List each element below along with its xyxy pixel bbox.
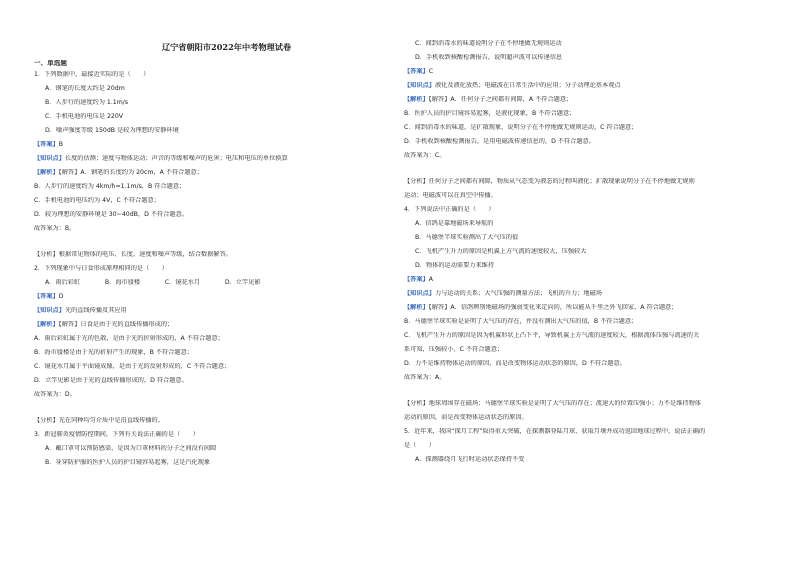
line-text: 3．新冠肺炎疫情防控期间，下列有关说法正确的是（ ）	[34, 431, 199, 438]
text-line	[404, 178, 769, 192]
line-text: B．身穿防护服的医护人员的护目镜容易起雾，这是汽化现象	[45, 459, 211, 466]
answer-tag: 【知识点】	[404, 82, 435, 89]
line-text: 故答案为：C。	[404, 152, 446, 159]
line-text: B	[58, 141, 63, 148]
line-text: D．噪声强度等级 150dB 是较为理想的安静环境	[45, 127, 179, 134]
line-text: B．马德堡半球实验是证明了大气压的存在，并没有测出大气压的值，B 不符合题意；	[404, 318, 638, 325]
text-line	[404, 192, 769, 206]
line-text: 【分析】根据常见物体的电压、长度、速度和噪声等级，结合数据解答。	[34, 251, 232, 258]
answer-tag: 【解析】	[404, 304, 429, 311]
line-text: D．手机收到核酸检测报告，说明超声波可以传递信息	[415, 54, 563, 61]
line-text: A	[428, 276, 433, 283]
text-line	[404, 110, 769, 124]
line-text: 故答案为：D。	[34, 391, 76, 398]
text-line	[404, 332, 769, 346]
left-column	[34, 43, 399, 473]
left-lines	[34, 71, 399, 473]
text-line	[404, 360, 769, 374]
text-line	[34, 293, 399, 307]
text-line	[404, 290, 769, 304]
text-line	[404, 276, 769, 290]
line-text: D	[58, 293, 64, 300]
line-text: D．手机收到核酸检测报告，是用电磁波传递信息的，D 不符合题意。	[404, 138, 595, 145]
text-line	[34, 169, 399, 183]
text-line	[34, 445, 399, 459]
line-text: 4．下列说法中正确的是（ ）	[404, 206, 495, 213]
text-line	[404, 374, 769, 388]
line-text: 【解答】A．任何分子之间都有间隙，A 不符合题意；	[428, 96, 573, 103]
section-heading: 一、单选题	[34, 60, 67, 67]
text-line	[34, 113, 399, 127]
line-text: D．力不是维持物体运动的原因，而是改变物体运动状态的原因，D 不符合题意。	[404, 360, 626, 367]
answer-tag: 【答案】	[34, 293, 59, 300]
text-line	[34, 363, 399, 377]
text-line	[404, 346, 769, 360]
line-text: C	[428, 68, 434, 75]
text-line	[404, 68, 769, 82]
text-line	[34, 141, 399, 155]
text-line	[34, 335, 399, 349]
line-text: 运动的原因，而是改变物体运动状态的原因。	[404, 414, 528, 421]
text-line	[34, 391, 399, 405]
line-text: B．海市蜃楼是由于光的折射产生的现象，B 不符合题意；	[34, 349, 193, 356]
line-text: B．人步行的速度约为 4km/h=1.1m/s，B 符合题意；	[34, 183, 186, 190]
line-text: B．马德堡半球实验测出了大气压的值	[415, 234, 519, 241]
text-line	[34, 85, 399, 99]
text-line	[404, 442, 769, 456]
text-line	[404, 96, 769, 110]
answer-tag: 【解析】	[34, 321, 59, 328]
line-text: B．医护人员的护目镜容易起雾，是液化现象，B 不符合题意；	[404, 110, 576, 117]
text-line	[404, 220, 769, 234]
line-text: A．雨后彩虹 B．海市蜃楼 C．镜花水月 D．立竿见影	[45, 279, 261, 286]
text-line	[404, 40, 769, 54]
line-text: 【分析】光在同种均匀介质中是沿直线传播的。	[34, 417, 164, 424]
text-line	[34, 211, 399, 225]
right-lines	[404, 40, 769, 470]
text-line	[404, 400, 769, 414]
line-text: D．较为理想的安静环境是 30~40dB，D 不符合题意。	[34, 211, 188, 218]
line-text: C．手机电池的电压是 220V	[45, 113, 124, 120]
line-text: 液化及液化放热；电磁波在日常生活中的应用；分子动理论基本观点	[434, 82, 621, 89]
text-line	[34, 183, 399, 197]
line-text: 长度的估测；速度与物体运动；声音的等级和噪声的危害；电压和电压的单位换算	[64, 155, 288, 162]
text-line	[34, 99, 399, 113]
text-line	[404, 318, 769, 332]
answer-tag: 【答案】	[34, 141, 59, 148]
text-line	[34, 417, 399, 431]
line-text: C．闻到消毒水的味道，是扩散现象，说明分子在不停地做无规则运动，C 符合题意；	[404, 124, 638, 131]
answer-tag: 【知识点】	[404, 290, 435, 297]
line-text: 【解答】日食是由于光的直线传播形成的；	[58, 321, 174, 328]
line-text: 5．近年来，我国“探月工程”取得重大突破，在探测器登陆月球、获取月壤并成功返回地球过程中，说法正确的	[404, 428, 706, 435]
text-line	[404, 248, 769, 262]
answer-tag: 【答案】	[404, 276, 429, 283]
text-line	[34, 377, 399, 391]
text-line	[34, 225, 399, 239]
line-text: 1．下列数据中，最接近实际的是（ ）	[34, 71, 150, 78]
line-text: 系可知，压强较小，C 不符合题意；	[404, 346, 504, 353]
text-line	[34, 265, 399, 279]
line-text: 【解答】A．钢笔的长度约为 20cm，A 不符合题意；	[58, 169, 203, 176]
text-line	[34, 431, 399, 445]
text-line	[34, 349, 399, 363]
line-text: 是（ ）	[404, 442, 435, 449]
line-text: 2．下列现象中与日食形成原理相同的是（ ）	[34, 265, 168, 272]
answer-tag: 【解析】	[34, 169, 59, 176]
answer-tag: 【解析】	[404, 96, 429, 103]
text-line	[34, 251, 399, 265]
line-text: D．立竿见影是由于光的直线传播形成的，D 符合题意。	[34, 377, 188, 384]
line-text: C．闻到消毒水的味道说明分子在不停地做无规则运动	[415, 40, 562, 47]
text-line	[404, 124, 769, 138]
text-line	[34, 279, 399, 293]
text-line	[404, 234, 769, 248]
line-text: 【解答】A．信鸽辨别地磁场的强弱变化来定向的，所以能从千里之外飞回家，A 符合题意；	[428, 304, 678, 311]
line-text: A．雨后彩虹属于光的色散，是由于光的折射形成的，A 不符合题意；	[34, 335, 224, 342]
line-text: 【分析】地球周围存在磁场；马德堡半球实验是证明了大气压的存在；流速大的位置压强小；力不是维持物体	[404, 400, 701, 407]
line-text: 力与运动的关系；大气压强的测量方法；飞机的升力；地磁场	[434, 290, 602, 297]
text-line	[34, 321, 399, 335]
text-line	[34, 197, 399, 211]
text-line	[404, 456, 769, 470]
line-text: A．钢笔的长度大约是 20dm	[45, 85, 125, 92]
page-title: 辽宁省朝阳市2022年中考物理试卷	[161, 42, 292, 52]
text-line	[34, 307, 399, 321]
text-line	[34, 71, 399, 85]
answer-tag: 【知识点】	[34, 307, 65, 314]
line-text: C．飞机产生升力的原因是机翼上方气流的速度较大，压强较大	[415, 248, 587, 255]
answer-tag: 【答案】	[404, 68, 429, 75]
line-text: C．镜花水月属于平面镜成像，是由于光的反射形成的，C 不符合题意；	[34, 363, 231, 370]
text-line	[404, 206, 769, 220]
line-text: B．人步行的速度约为 1.1m/s	[45, 99, 129, 106]
line-text: A．探测器绕月飞行时运动状态保持不变	[415, 456, 525, 463]
line-text: 故答案为：A。	[404, 374, 446, 381]
line-text: A．信鸽是靠地磁场来导航的	[415, 220, 494, 227]
text-line	[404, 262, 769, 276]
line-text: C．手机电池的电压约为 4V，C 不符合题意；	[34, 197, 160, 204]
text-line	[34, 155, 399, 169]
line-text: 故答案为：B。	[34, 225, 76, 232]
text-line	[34, 127, 399, 141]
text-line	[34, 459, 399, 473]
text-line	[404, 304, 769, 318]
line-text: D．物体的运动需要力来维持	[415, 262, 495, 269]
line-text: C．飞机产生升力的原因是因为机翼形状上凸下平，导致机翼上方气流的速度较大，根据流体压强与流速的关	[404, 332, 700, 339]
line-text: 【分析】任何分子之间都有间隙，物质从气态变为液态的过程叫液化；扩散现象说明分子在不停地做无规则	[404, 178, 695, 185]
line-text: 光的直线传播及其应用	[64, 307, 127, 314]
text-line	[404, 82, 769, 96]
text-line	[404, 414, 769, 428]
right-column	[404, 40, 769, 470]
text-line	[404, 138, 769, 152]
line-text: 运动；电磁波可以在真空中传播。	[404, 192, 497, 199]
answer-tag: 【知识点】	[34, 155, 65, 162]
text-line	[404, 152, 769, 166]
text-line	[404, 428, 769, 442]
text-line	[404, 54, 769, 68]
line-text: A．戴口罩可以预防感染，是因为口罩材料的分子之间没有间隙	[45, 445, 217, 452]
